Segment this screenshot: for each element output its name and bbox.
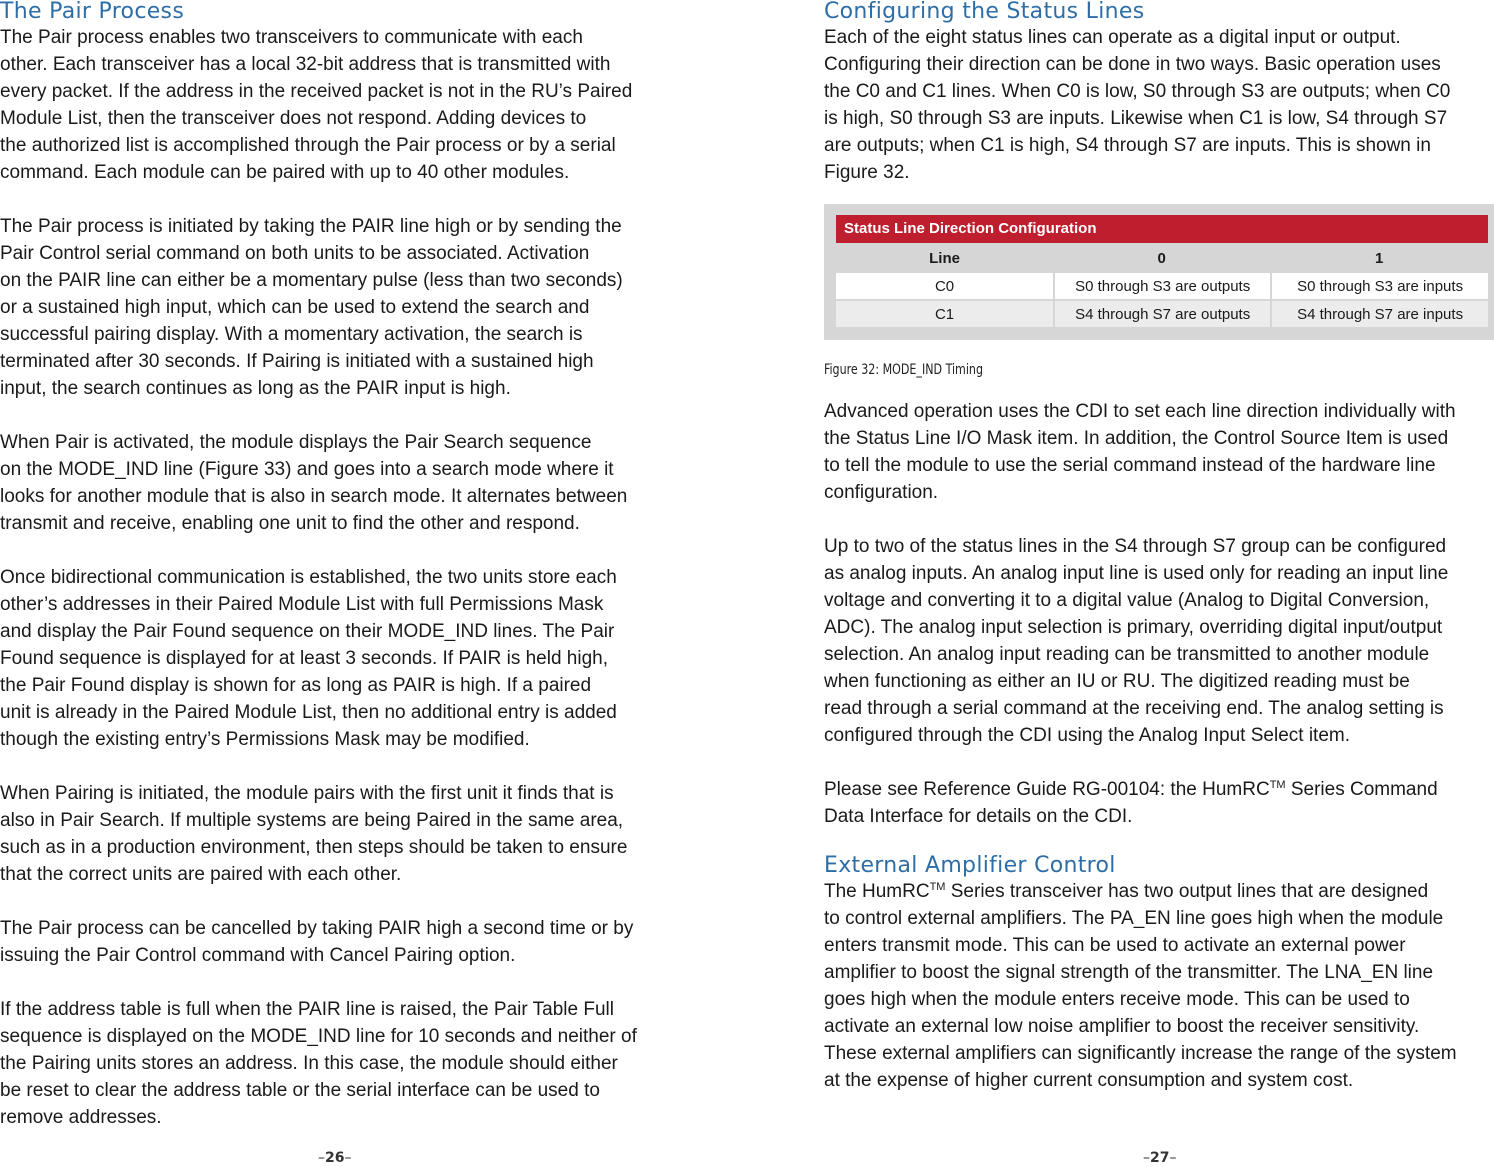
- table-row: [836, 301, 1488, 327]
- table-cell: C0: [836, 273, 1053, 299]
- table-cell: S4 through S7 are inputs: [1270, 301, 1488, 327]
- reference-guide-paragraph: Please see Reference Guide RG-00104: the HumRC™ Series Command Data Interface for details on the CDI.: [824, 779, 1438, 827]
- table-cell: S0 through S3 are inputs: [1270, 273, 1488, 299]
- trademark-superscript: TM: [1269, 779, 1286, 791]
- page-number-left: –26–: [318, 1150, 352, 1166]
- table-cell: S4 through S7 are outputs: [1053, 301, 1270, 327]
- pair-cancel-paragraph: The Pair process can be cancelled by taking PAIR high a second time or by issuing the Pair Control command with Cancel Pairing option.: [0, 918, 634, 966]
- trademark-superscript: TM: [929, 881, 946, 893]
- right-page: [824, 0, 1494, 1094]
- table-cell: C1: [836, 301, 1053, 327]
- status-line-direction-table: [836, 243, 1488, 329]
- advanced-operation-paragraph: Advanced operation uses the CDI to set each line direction individually with the Status Line I/O Mask item. In addition, the Control Source Item is used to tell the module to use the serial command instead of the hardware line configuration.: [824, 401, 1456, 503]
- status-lines-intro: Each of the eight status lines can operate as a digital input or output. Configuring their direction can be done in two ways. Basic operation uses the C0 and C1 lines. When C0 is low, S0 through S3 are outputs; when C0 is high, S0 through S3 are inputs. Likewise when C1 is low, S4 through S7 are outputs; when C1 is high, S4 through S7 are inputs. This is shown in Figure 32.: [824, 27, 1451, 183]
- pair-found-paragraph: Once bidirectional communication is established, the two units store each other’s addresses in their Paired Module List with full Permissions Mask and display the Pair Found sequence on their MODE_IND lines. The Pair Found sequence is displayed for at least 3 seconds. If PAIR is held high, the Pair Found display is shown for as long as PAIR is high. If a paired unit is already in the Paired Module List, then no additional entry is added though the existing entry’s Permissions Mask may be modified.: [0, 567, 617, 750]
- pair-initiation-paragraph: The Pair process is initiated by taking the PAIR line high or by sending the Pair Control serial command on both units to be associated. Activation on the PAIR line can either be a momentary pulse (less than two seconds) or a sustained high input, which can be used to extend the search and successful pairing display. With a momentary activation, the search is terminated after 30 seconds. If Pairing is initiated with a sustained high input, the search continues as long as the PAIR input is high.: [0, 216, 623, 399]
- external-amplifier-heading: External Amplifier Control: [824, 853, 1116, 878]
- table-header-0: 0: [1157, 249, 1166, 267]
- table-row: [836, 273, 1488, 299]
- pair-table-full-paragraph: If the address table is full when the PAIR line is raised, the Pair Table Full sequence is displayed on the MODE_IND line for 10 seconds and neither of the Pairing units stores an address. In this case, the module should either be reset to clear the address table or the serial interface can be used to remove addresses.: [0, 999, 637, 1128]
- page-number-right: –27–: [1143, 1150, 1177, 1166]
- analog-inputs-paragraph: Up to two of the status lines in the S4 through S7 group can be configured as analog inputs. An analog input line is used only for reading an input line voltage and converting it to a digital value (Analog to Digital Conversion, ADC). The analog input selection is primary, overriding digital input/output selection. An analog input reading can be transmitted to another module when functioning as either an IU or RU. The digitized reading must be read through a serial command at the receiving end. The analog setting is configured through the CDI using the Analog Input Select item.: [824, 536, 1449, 746]
- table-cell: S0 through S3 are outputs: [1053, 273, 1270, 299]
- pair-search-paragraph: When Pair is activated, the module displays the Pair Search sequence on the MODE_IND line (Figure 33) and goes into a search mode where it looks for another module that is also in search mode. It alternates between transmit and receive, enabling one unit to find the other and respond.: [0, 432, 628, 534]
- status-line-table-panel: [824, 204, 1494, 340]
- pair-intro-paragraph: The Pair process enables two transceivers to communicate with each other. Each transceiver has a local 32-bit address that is transmitted with every packet. If the address in the received packet is not in the RU’s Paired Module List, then the transceiver does not respond. Adding devices to the authorized list is accomplished through the Pair process or by a serial command. Each module can be paired with up to 40 other modules.: [0, 27, 633, 183]
- amplifier-control-paragraph: The HumRC™ Series transceiver has two output lines that are designed to control external amplifiers. The PA_EN line goes high when the module enters transmit mode. This can be used to activate an external power amplifier to boost the signal strength of the transmitter. The LNA_EN line goes high when the module enters receive mode. This can be used to activate an external low noise amplifier to boost the receiver sensitivity. These external amplifiers can significantly increase the range of the system at the expense of higher current consumption and system cost.: [824, 881, 1457, 1091]
- pair-multiple-paragraph: When Pairing is initiated, the module pairs with the first unit it finds that is also in Pair Search. If multiple systems are being Paired in the same area, such as in a production environment, then steps should be taken to ensure that the correct units are paired with each other.: [0, 783, 628, 885]
- pair-process-heading: The Pair Process: [0, 0, 185, 24]
- table-header-line: Line: [929, 249, 960, 267]
- table-header-1: 1: [1374, 249, 1384, 267]
- table-title: Status Line Direction Configuration: [836, 215, 1488, 243]
- left-page: [0, 0, 680, 1131]
- figure-caption: Figure 32: MODE_IND Timing: [824, 362, 984, 378]
- status-lines-heading: Configuring the Status Lines: [824, 0, 1145, 24]
